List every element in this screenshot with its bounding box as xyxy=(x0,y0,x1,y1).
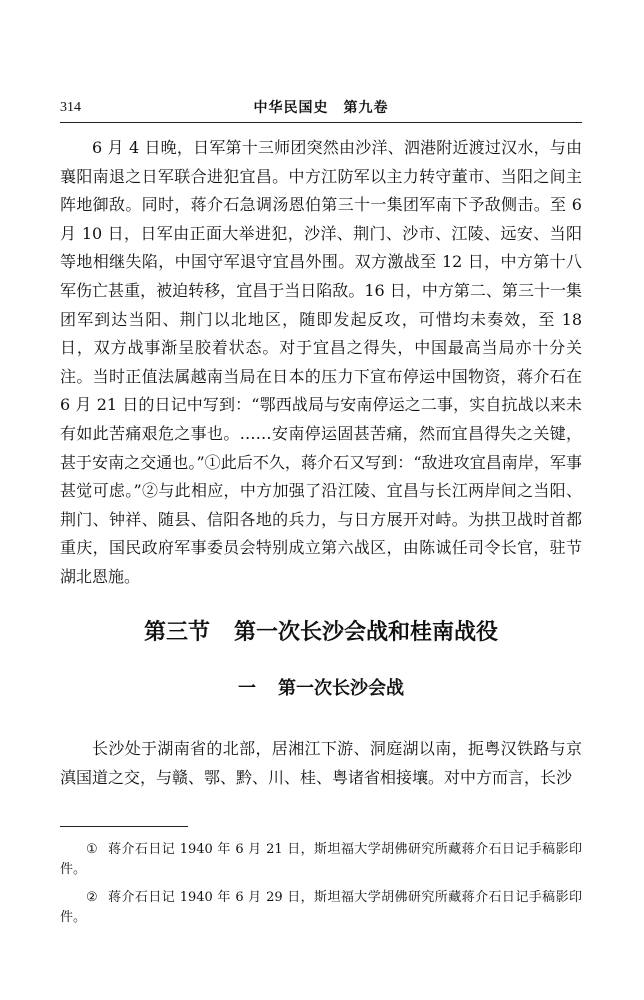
footnote-item xyxy=(60,888,582,928)
subsection-heading xyxy=(60,676,582,702)
header-rule xyxy=(60,122,582,123)
page-number: 314 xyxy=(60,100,81,115)
main-text-block-2 xyxy=(60,735,582,792)
section-heading xyxy=(60,617,582,647)
paragraph-1: 6 月 4 日晚，日军第十三师团突然由沙洋、泗港附近渡过汉水，与由襄阳南退之日军联合进犯宜昌。中方江防军以主力转守董市、当阳之间主阵地御敌。同时，蒋介石急调汤恩伯第三十一集团军南下予敌侧击。至 6 月 10 日，日军由正面大举进犯，沙洋、荆门、沙市、江陵、远安、当阳等地相继失陷，中国守军退守宜昌外围。双方激战至 12 日，中方第十八军伤亡甚重，被迫转移，宜昌于当日陷敌。16 日，中方第二、第三十一集团军到达当阳、荆门以北地区，随即发起反攻，可惜均未奏效，至 18 日，双方战事渐呈胶着状态。对于宜昌之得失，中国最高当局亦十分关注。当时正值法属越南当局在日本的压力下宣布停运中国物资，蒋介石在 6 月 21 日的日记中写到：“鄂西战局与安南停运之二事，实自抗战以来未有如此苦痛艰危之事也。……安南停运固甚苦痛，然而宜昌得失之关键，甚于安南之交通也。”①此后不久，蒋介石又写到：“敌进攻宜昌南岸，军事甚觉可虑。”②与此相应，中方加强了沿江陵、宜昌与长江两岸间之当阳、荆门、钟祥、随县、信阳各地的兵力，与日方展开对峙。为拱卫战时首都重庆，国民政府军事委员会特别成立第六战区，由陈诚任司令长官，驻节湖北恩施。 xyxy=(60,138,582,586)
subsection-number: 一 xyxy=(238,678,256,699)
footnote-text: 蒋介石日记 1940 年 6 月 21 日，斯坦福大学胡佛研究所藏蒋介石日记手稿影印件。 xyxy=(60,842,582,877)
subsection-title: 第一次长沙会战 xyxy=(278,678,404,699)
paragraph-2: 长沙处于湖南省的北部，居湘江下游、洞庭湖以南，扼粤汉铁路与京滇国道之交，与赣、鄂、黔、川、桂、粤诸省相接壤。对中方而言，长沙 xyxy=(60,739,582,787)
footnote-item xyxy=(60,840,582,880)
footnotes xyxy=(60,840,582,936)
main-text-block xyxy=(60,134,582,592)
section-number: 第三节 xyxy=(143,619,210,645)
running-head xyxy=(60,96,582,120)
footnote-rule xyxy=(60,826,188,827)
section-title: 第一次长沙会战和桂南战役 xyxy=(234,619,499,645)
footnote-marker: ② xyxy=(86,890,99,905)
book-title: 中华民国史 第九卷 xyxy=(253,100,389,116)
footnote-text: 蒋介石日记 1940 年 6 月 29 日，斯坦福大学胡佛研究所藏蒋介石日记手稿影印件。 xyxy=(60,890,582,925)
footnote-marker: ① xyxy=(86,842,99,857)
